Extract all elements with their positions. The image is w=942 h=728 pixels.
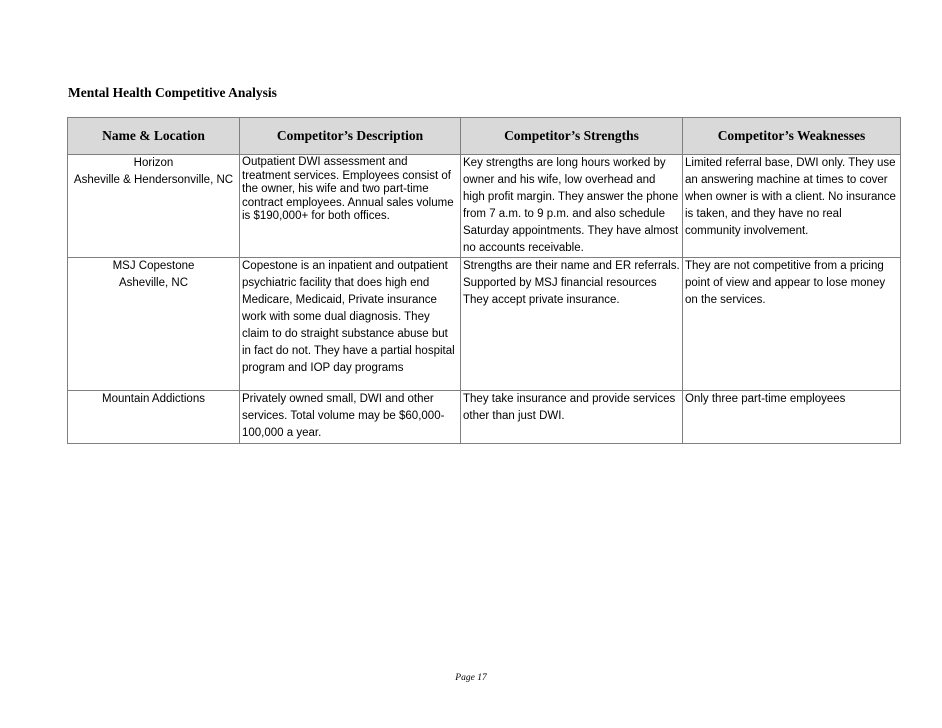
competitive-analysis-table [67, 117, 901, 444]
competitor-name-cell [68, 258, 240, 391]
table-row [68, 155, 901, 258]
competitor-weaknesses: Only three part-time employees [683, 391, 901, 444]
header-name-location: Name & Location [68, 118, 240, 155]
competitor-description: Outpatient DWI assessment and treatment services. Employees consist of the owner, his wife and two part-time contract employees. Annual sales volume is $190,000+ for both offices. [240, 155, 461, 258]
competitor-location: Asheville, NC [118, 277, 189, 289]
document-title: Mental Health Competitive Analysis [68, 85, 277, 100]
competitor-name-cell [68, 155, 240, 258]
table-row [68, 258, 901, 391]
competitor-name: Horizon [133, 157, 174, 169]
competitor-name: Mountain Addictions [102, 393, 205, 405]
header-weaknesses: Competitor’s Weaknesses [683, 118, 901, 155]
table-row [68, 391, 901, 444]
competitor-name-cell [68, 391, 240, 444]
competitor-description: Copestone is an inpatient and outpatient psychiatric facility that does high end Medicare, Medicaid, Private insurance work with some dual diagnosis. They claim to do straight substance abuse but in fact do not. They have a partial hospital program and IOP day programs [240, 258, 461, 391]
competitor-strengths: Strengths are their name and ER referrals. Supported by MSJ financial resources They accept private insurance. [461, 258, 683, 391]
competitor-strengths: Key strengths are long hours worked by owner and his wife, low overhead and high profit margin. They answer the phone from 7 a.m. to 9 p.m. and also schedule Saturday appointments. They have almost no accounts receivable. [461, 155, 683, 258]
competitor-description: Privately owned small, DWI and other services. Total volume may be $60,000-100,000 a year. [240, 391, 461, 444]
page-number: Page 17 [455, 673, 487, 683]
competitor-location: Asheville & Hendersonville, NC [73, 174, 234, 186]
header-description: Competitor’s Description [240, 118, 461, 155]
competitor-strengths: They take insurance and provide services other than just DWI. [461, 391, 683, 444]
table-header-row [68, 118, 901, 155]
header-strengths: Competitor’s Strengths [461, 118, 683, 155]
competitor-weaknesses: Limited referral base, DWI only. They use an answering machine at times to cover when owner is with a client. No insurance is taken, and they have no real community involvement. [683, 155, 901, 258]
competitor-name: MSJ Copestone [112, 260, 195, 272]
competitor-weaknesses: They are not competitive from a pricing point of view and appear to lose money on the services. [683, 258, 901, 391]
